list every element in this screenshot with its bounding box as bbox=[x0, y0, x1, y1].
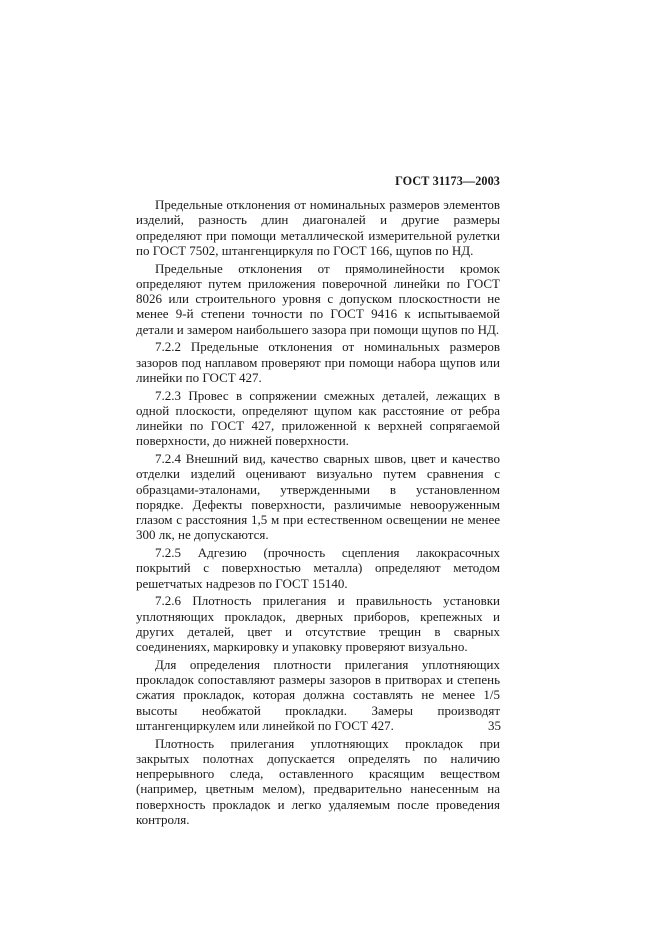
document-body bbox=[136, 197, 500, 830]
page-number: 35 bbox=[488, 718, 501, 733]
paragraph-7-2-4: 7.2.4 Внешний вид, качество сварных швов, цвет и качество отделки изделий оценивают визуально путем сравнения с образцами-эталонами, утвержденными в установленном порядке. Дефекты поверхности, различимые невооруженным глазом с расстояния 1,5 м при естественном освещении не менее 300 лк, не допускаются. bbox=[136, 451, 500, 543]
paragraph-7-2-2: 7.2.2 Предельные отклонения от номинальных размеров зазоров под наплавом проверяют при помощи набора щупов или линейки по ГОСТ 427. bbox=[136, 339, 500, 385]
paragraph-7-2-5: 7.2.5 Адгезию (прочность сцепления лакокрасочных покрытий с поверхностью металла) определяют методом решетчатых надрезов по ГОСТ 15140. bbox=[136, 545, 500, 591]
paragraph-7-2-3: 7.2.3 Провес в сопряжении смежных деталей, лежащих в одной плоскости, определяют щупом как расстояние от ребра линейки по ГОСТ 427, приложенной к верхней сопрягаемой поверхности, до нижней поверхности. bbox=[136, 387, 500, 449]
paragraph-gasket-compression: Для определения плотности прилегания уплотняющих прокладок сопоставляют размеры зазоров в притворах и степень сжатия прокладок, которая должна составлять не менее 1/5 высоты необжатой прокладки. Замеры производят штангенциркулем или линейкой по ГОСТ 427. bbox=[136, 656, 500, 733]
paragraph-edge-straightness: Предельные отклонения от прямолинейности кромок определяют путем приложения поверочной линейки по ГОСТ 8026 или строительного уровня с допуском плоскостности не менее 9-й степени точности по ГОСТ 9416 к испытываемой детали и замером наибольшего зазора при помощи щупов по НД. bbox=[136, 260, 500, 337]
paragraph-measurement-tools: Предельные отклонения от номинальных размеров элементов изделий, разность длин диагоналей и другие размеры определяют при помощи металлической измерительной рулетки по ГОСТ 7502, штангенциркуля по ГОСТ 166, щупов по НД. bbox=[136, 197, 500, 258]
paragraph-7-2-6: 7.2.6 Плотность прилегания и правильность установки уплотняющих прокладок, дверных приборов, крепежных и других деталей, цвет и отсутствие трещин в сварных соединениях, маркировку и упаковку проверяют визуально. bbox=[136, 593, 500, 654]
paragraph-gasket-contact-trace: Плотность прилегания уплотняющих прокладок при закрытых полотнах допускается определять по наличию непрерывного следа, оставленного красящим веществом (например, цветным мелом), предварительно нанесенным на поверхность прокладок и легко удаляемым после проведения контроля. bbox=[136, 735, 500, 827]
document-code-header: ГОСТ 31173—2003 bbox=[395, 174, 500, 188]
